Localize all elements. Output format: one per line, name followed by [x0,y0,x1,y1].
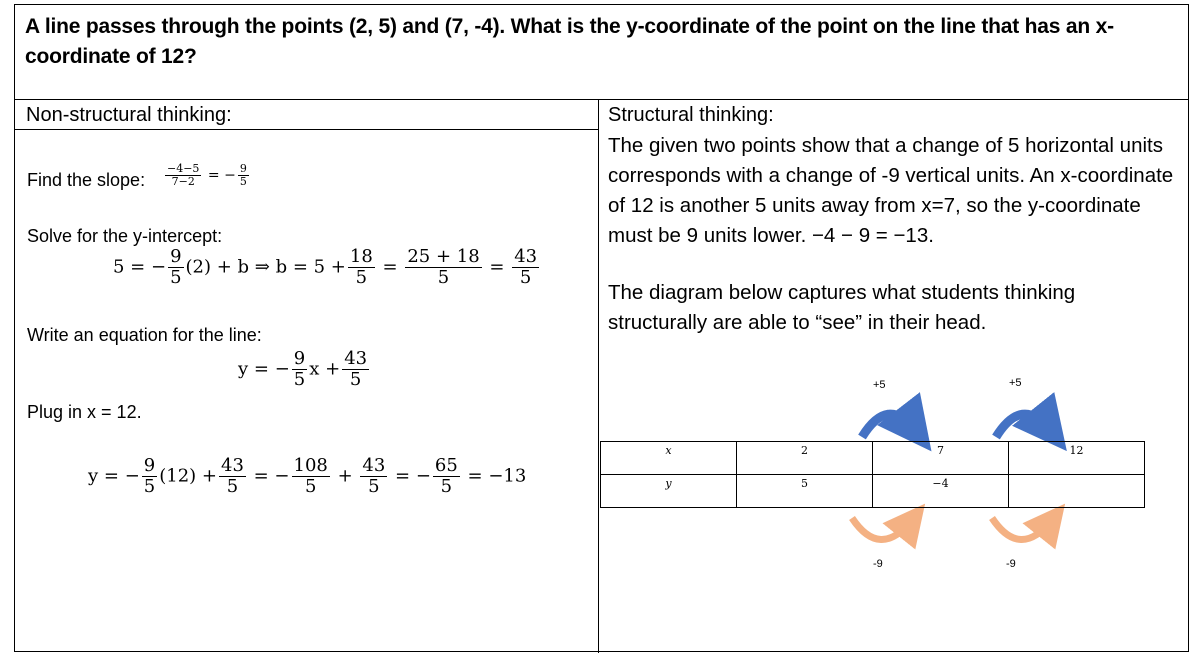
plug-in-label: Plug in x = 12. [27,402,142,422]
slope-result-fraction: $\frac{9}{5}$ [239,162,247,189]
slope-label: Find the slope: [27,170,146,190]
y-cell-3 [1009,475,1145,508]
diagram-intro: The diagram below captures what students thinking structurally are able to “see” in their head. [608,281,1076,334]
slope-fraction: $\frac{-4-5}{7-2}$ [167,162,200,189]
question-text: A line passes through the points (2, 5) and (7, -4). What is the y-coordinate of the point on the line that has an x-coordinate of 12? [15,5,1188,100]
x-label-cell: x [601,442,737,475]
y-cell-1: 5 [737,475,873,508]
bottom-arrow-label-2: -9 [1006,558,1016,570]
top-arrow-2 [996,414,1050,437]
slope-expression: $\frac{-4-5}{7-2}$ = − $\frac{9}{5}$ [167,162,247,189]
bottom-arrow-label-1: -9 [873,558,883,570]
bottom-arrow-2 [992,518,1052,540]
left-header: Non-structural thinking: [26,104,232,126]
bottom-arrow-1 [852,518,912,540]
top-arrow-label-1: +5 [873,379,886,391]
table-row [601,475,1145,508]
x-cell-1: 2 [737,442,873,475]
top-arrow-1 [862,414,915,437]
line-equation: y = − $\frac{9}{5}$ x + $\frac{43}{5}$ [238,348,368,390]
intercept-expression: 5 = − $\frac{9}{5}$ (2) + b ⇒ b = 5 + $\frac{18}{5}$ = $\frac{25 + 18}{5}$ = $\frac{43}{5}$ [113,246,538,288]
xy-table [600,441,1145,508]
top-arrow-label-2: +5 [1009,377,1022,389]
intercept-label: Solve for the y-intercept: [27,226,223,246]
structural-explanation: The given two points show that a change of 5 horizontal units corresponds with a change of -9 vertical units. An x-coordinate of 12 is another 5 units away from x=7, so the y-coordinate must be 9 units lower. −4 − 9 = −13. [608,134,1174,247]
final-computation: y = − $\frac{9}{5}$ (12) + $\frac{43}{5}$ = − $\frac{108}{5}$ + $\frac{43}{5}$ = − $\frac{65}{5}$ = −13 [88,455,527,497]
equation-label: Write an equation for the line: [27,325,262,345]
table-row [601,442,1145,475]
y-cell-2: −4 [873,475,1009,508]
x-cell-3: 12 [1009,442,1145,475]
x-cell-2: 7 [873,442,1009,475]
y-label-cell: y [601,475,737,508]
right-header: Structural thinking: [608,104,774,126]
